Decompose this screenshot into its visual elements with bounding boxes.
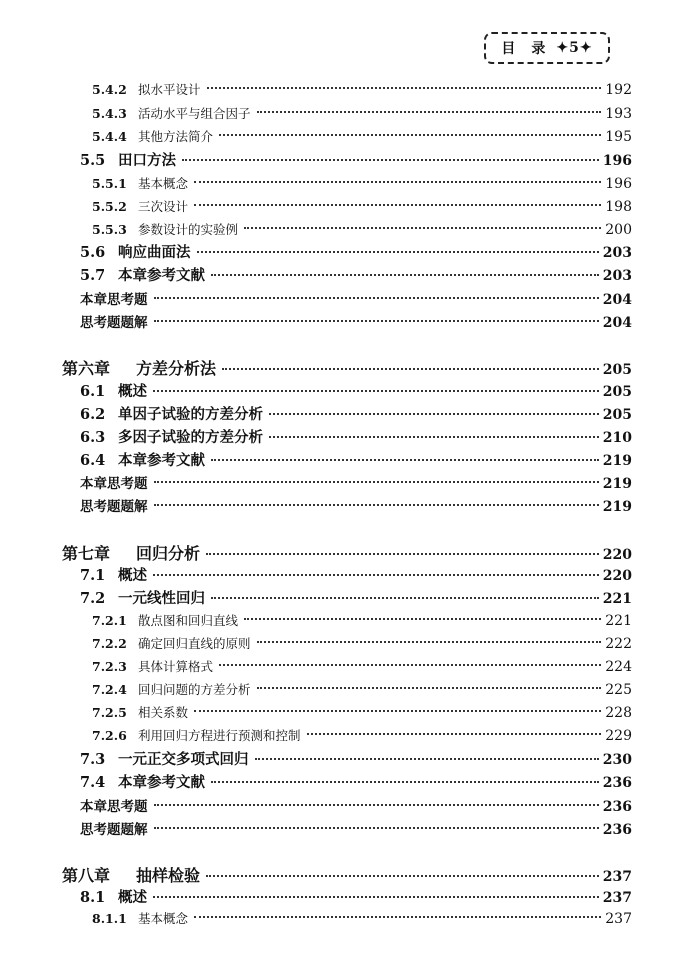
toc-page: 219 [602,499,632,515]
header-page-marker: ✦5✦ [556,40,593,56]
toc-number: 第六章 [62,359,111,378]
toc-title: 一元线性回归 [118,590,205,607]
toc-entry-7-4[interactable] [80,771,632,792]
toc-page: 219 [602,453,632,469]
running-header [484,32,610,64]
toc-title: 回归分析 [136,544,201,563]
toc-number: 8.1.1 [92,911,127,926]
toc-page: 219 [602,476,632,492]
toc-page: 236 [602,799,632,815]
toc-title: 相关系数 [138,705,189,720]
toc-chapter-8[interactable] [62,863,632,886]
toc-page: 236 [602,822,632,838]
leader-dots [154,481,599,483]
leader-dots [307,733,602,735]
leader-dots [153,896,599,898]
toc-title: 一元正交多项式回归 [118,751,249,768]
toc-entry-7-1[interactable] [80,564,632,585]
toc-page: 196 [605,176,632,192]
toc-number: 第八章 [62,866,111,885]
toc-entry-7-2-2[interactable] [92,634,632,652]
toc-entry-6-4[interactable] [80,449,632,470]
toc-entry-6-2[interactable] [80,403,632,424]
toc-title: 本章思考题 [80,476,148,492]
leader-dots [269,436,599,438]
leader-dots [194,916,601,918]
toc-title: 拟水平设计 [138,82,201,97]
toc-entry-7-2-1[interactable] [92,611,632,629]
toc-number: 5.4.4 [92,129,127,144]
toc-number: 7.1 [80,567,106,584]
toc-chapter-6[interactable] [62,356,632,379]
toc-title: 思考题题解 [80,315,148,331]
toc-number: 7.4 [80,774,106,791]
toc-title: 具体计算格式 [138,659,214,674]
toc-entry-5-4-2[interactable] [92,80,632,98]
leader-dots [197,251,599,253]
toc-title: 参数设计的实验例 [138,222,239,237]
leader-dots [211,459,599,461]
leader-dots [219,134,601,136]
toc-number: 5.5 [80,152,106,169]
leader-dots [269,413,599,415]
toc-page: 204 [602,292,632,308]
leader-dots [257,687,602,689]
toc-number: 7.2.3 [92,659,127,674]
toc-entry-ch6-questions[interactable] [80,472,632,492]
toc-entry-5-5-2[interactable] [92,197,632,215]
toc-title: 本章参考文献 [118,774,205,791]
toc-number: 7.2.2 [92,636,127,651]
toc-entry-5-6[interactable] [80,241,632,262]
toc-number: 6.1 [80,383,106,400]
toc-number: 5.5.2 [92,199,127,214]
toc-page: 210 [602,430,632,446]
toc-title: 思考题题解 [80,499,148,515]
toc-title: 单因子试验的方差分析 [118,406,263,423]
toc-page: 237 [602,890,632,906]
toc-title: 多因子试验的方差分析 [118,429,263,446]
leader-dots [154,504,599,506]
toc-title: 思考题题解 [80,822,148,838]
leader-dots [211,274,599,276]
toc-title: 田口方法 [118,152,176,169]
toc-page: 200 [605,222,632,238]
toc-entry-5-4-4[interactable] [92,127,632,145]
leader-dots [207,87,602,89]
leader-dots [153,574,599,576]
toc-page: 221 [602,591,632,607]
toc-entry-6-3[interactable] [80,426,632,447]
toc-number: 7.2.5 [92,705,127,720]
leader-dots [194,710,601,712]
leader-dots [255,758,599,760]
toc-number: 5.4.2 [92,82,127,97]
toc-title: 基本概念 [138,911,189,926]
toc-number: 第七章 [62,544,111,563]
toc-number: 7.2.4 [92,682,127,697]
toc-entry-ch7-questions[interactable] [80,795,632,815]
leader-dots [244,227,601,229]
leader-dots [153,390,599,392]
toc-page: 225 [605,682,632,698]
toc-title: 确定回归直线的原则 [138,636,251,651]
toc-entry-5-4-3[interactable] [92,104,632,122]
toc-entry-7-2-6[interactable] [92,726,632,744]
toc-title: 响应曲面法 [118,244,191,261]
toc-entry-5-5-1[interactable] [92,174,632,192]
toc-title: 抽样检验 [136,866,201,885]
toc-title: 本章思考题 [80,799,148,815]
toc-number: 7.2.6 [92,728,127,743]
toc-page: 236 [602,775,632,791]
toc-entry-8-1[interactable] [80,886,632,907]
toc-page: 203 [602,245,632,261]
toc-page: 229 [605,728,632,744]
toc-page: 205 [602,407,632,423]
leader-dots [154,804,599,806]
toc-page: 228 [605,705,632,721]
toc-title: 概述 [118,567,147,584]
leader-dots [154,320,599,322]
toc-entry-7-2-4[interactable] [92,680,632,698]
leader-dots [194,204,601,206]
toc-number: 5.7 [80,267,106,284]
toc-title: 基本概念 [138,176,189,191]
toc-number: 8.1 [80,889,106,906]
toc-entry-ch7-answers[interactable] [80,818,632,838]
toc-title: 利用回归方程进行预测和控制 [138,728,301,743]
toc-entry-5-5-3[interactable] [92,220,632,238]
toc-entry-ch5-questions[interactable] [80,288,632,308]
leader-dots [244,618,601,620]
toc-title: 回归问题的方差分析 [138,682,251,697]
toc-page: 220 [602,568,632,584]
toc-entry-7-3[interactable] [80,748,632,769]
toc-page: 195 [605,129,632,145]
toc-page: 220 [602,547,632,563]
toc-title: 三次设计 [138,199,189,214]
leader-dots [211,597,599,599]
toc-title: 本章参考文献 [118,452,205,469]
toc-title: 本章思考题 [80,292,148,308]
toc-entry-ch6-answers[interactable] [80,495,632,515]
toc-title: 概述 [118,889,147,906]
toc-page: 193 [605,106,632,122]
leader-dots [222,368,599,370]
toc-entry-7-2-5[interactable] [92,703,632,721]
toc-page: 221 [605,613,632,629]
toc-number: 7.2 [80,590,106,607]
toc-number: 7.2.1 [92,613,127,628]
toc-title: 概述 [118,383,147,400]
toc-number: 6.4 [80,452,106,469]
leader-dots [154,827,599,829]
toc-page: 203 [602,268,632,284]
toc-entry-ch5-answers[interactable] [80,311,632,331]
toc-entry-5-7[interactable] [80,264,632,285]
toc-page: 204 [602,315,632,331]
toc-entry-8-1-1[interactable] [92,909,632,927]
toc-number: 6.2 [80,406,106,423]
toc-page: 192 [605,82,632,98]
toc-page: 205 [602,362,632,378]
toc-title: 方差分析法 [136,359,217,378]
toc-page: 237 [605,911,632,927]
toc-chapter-7[interactable] [62,541,632,564]
toc-title: 散点图和回归直线 [138,613,239,628]
toc-page: 224 [605,659,632,675]
toc-title: 本章参考文献 [118,267,205,284]
leader-dots [206,553,599,555]
toc-number: 5.5.1 [92,176,127,191]
leader-dots [206,875,599,877]
leader-dots [211,781,599,783]
leader-dots [257,641,602,643]
toc-title: 其他方法简介 [138,129,214,144]
toc-number: 5.6 [80,244,106,261]
leader-dots [194,181,601,183]
toc-number: 5.5.3 [92,222,127,237]
toc-entry-6-1[interactable] [80,380,632,401]
toc-entry-7-2-3[interactable] [92,657,632,675]
toc-title: 活动水平与组合因子 [138,106,251,121]
header-label: 目 录 [501,41,547,57]
toc-page: 198 [605,199,632,215]
toc-page: 205 [602,384,632,400]
toc-number: 6.3 [80,429,106,446]
leader-dots [219,664,601,666]
toc-entry-7-2[interactable] [80,587,632,608]
leader-dots [182,159,599,161]
toc-page: 230 [602,752,632,768]
leader-dots [154,297,599,299]
toc-page: 222 [605,636,632,652]
toc-page: 237 [602,869,632,885]
toc-page: 196 [602,153,632,169]
toc-entry-5-5[interactable] [80,149,632,170]
toc-number: 7.3 [80,751,106,768]
leader-dots [257,111,602,113]
toc-number: 5.4.3 [92,106,127,121]
